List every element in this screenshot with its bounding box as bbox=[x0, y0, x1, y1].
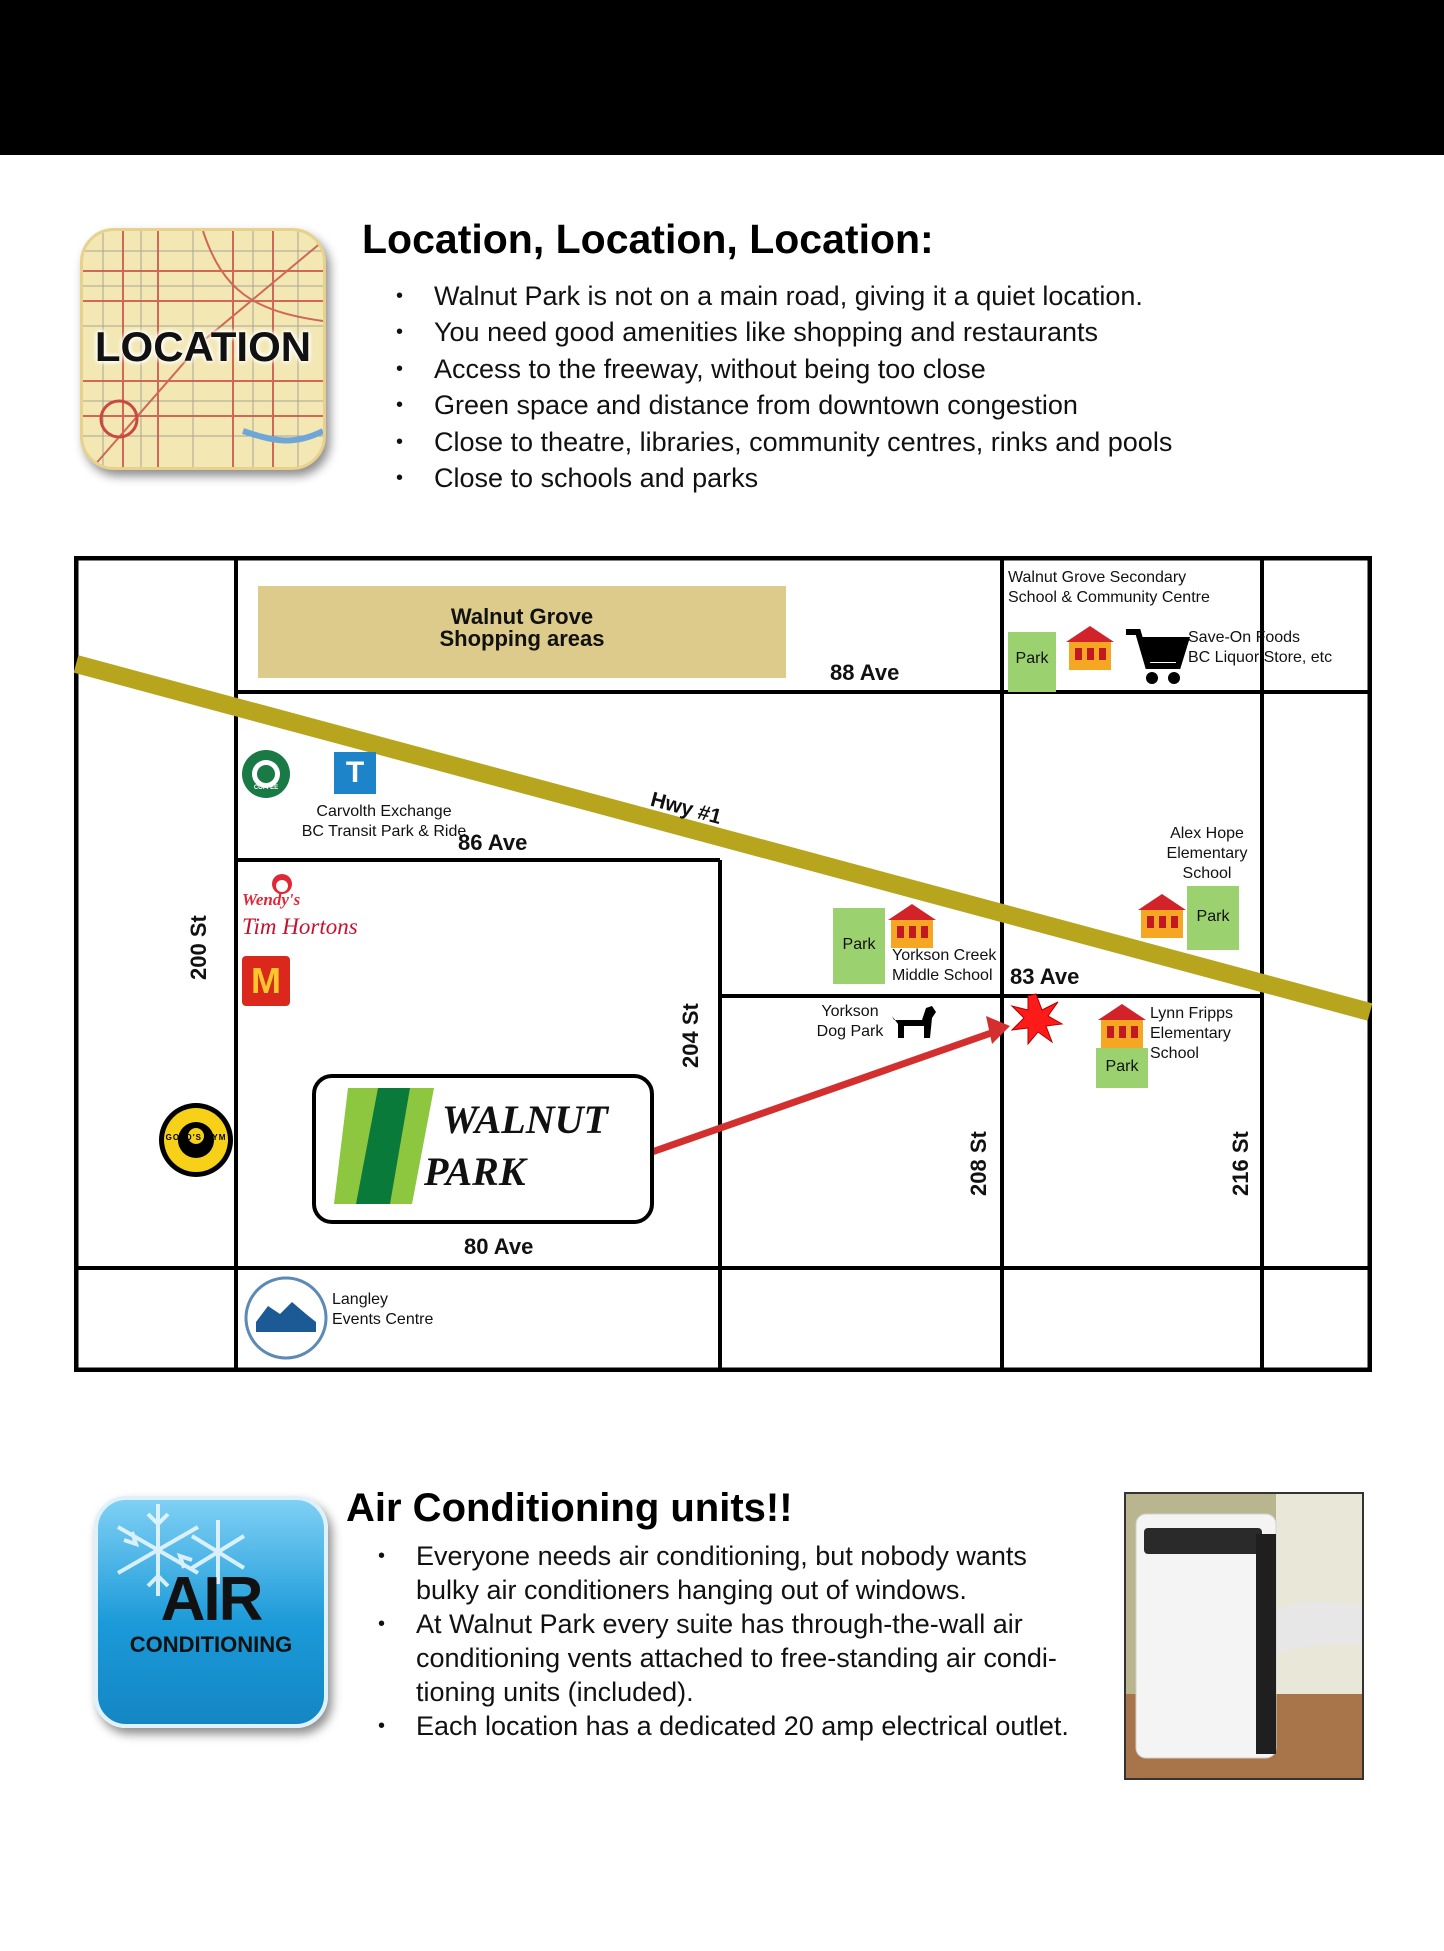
ac-bullet-line: • At Walnut Park every suite has through-the-wall air bbox=[416, 1609, 1023, 1639]
location-bullet: • Access to the freeway, without being too close bbox=[396, 351, 1172, 387]
park-label: Park bbox=[842, 936, 876, 953]
park-label: Park bbox=[1015, 650, 1049, 667]
secondary-school-label-line: Walnut Grove Secondary bbox=[1008, 569, 1187, 586]
lynn-fripps-label bbox=[1150, 1004, 1233, 1064]
ac-bullet-line: tioning units (included). bbox=[416, 1677, 694, 1707]
yorkson-creek-label-line: Yorkson Creek bbox=[892, 947, 997, 964]
alex-hope-label-line: Alex Hope bbox=[1170, 825, 1244, 842]
ac-bullet-line: • Everyone needs air conditioning, but nobody wants bbox=[416, 1541, 1027, 1571]
location-bullet: • Walnut Park is not on a main road, giving it a quiet location. bbox=[396, 278, 1172, 314]
dog-park-label-line: Dog Park bbox=[816, 1023, 884, 1040]
location-bullet: • Close to schools and parks bbox=[396, 460, 1172, 496]
location-icon-label: LOCATION bbox=[94, 323, 312, 370]
dog-park-label bbox=[812, 1002, 888, 1042]
street-204-label: 204 St bbox=[678, 1003, 703, 1068]
golds-gym-label: GOLD'S GYM bbox=[165, 1133, 227, 1142]
ac-icon-small-label: CONDITIONING bbox=[129, 1632, 293, 1657]
location-bullet: • Close to theatre, libraries, community centres, rinks and pools bbox=[396, 424, 1172, 460]
dog-park-label-line: Yorkson bbox=[821, 1003, 879, 1020]
street-208-label: 208 St bbox=[966, 1131, 991, 1196]
shopping-area-label-line: Walnut Grove bbox=[450, 604, 594, 629]
transit-letter: T bbox=[345, 756, 365, 789]
walnut-park-logo bbox=[312, 1074, 654, 1224]
langley-events-icon bbox=[246, 1278, 326, 1358]
park-label: Park bbox=[1105, 1058, 1139, 1075]
alex-hope-label bbox=[1152, 824, 1262, 884]
walnut-park-logo-line2: PARK bbox=[424, 1149, 526, 1194]
ac-icon-big-label: AIR bbox=[160, 1565, 262, 1634]
secondary-school-label-line: School & Community Centre bbox=[1008, 589, 1210, 606]
alex-hope-label-line: School bbox=[1182, 865, 1232, 882]
transit-label bbox=[274, 802, 494, 842]
location-bullets bbox=[396, 278, 1172, 496]
highway-label: Hwy #1 bbox=[648, 788, 724, 829]
transit-label-line: Carvolth Exchange bbox=[316, 803, 452, 820]
top-black-bar bbox=[0, 0, 1444, 155]
location-title: Location, Location, Location: bbox=[362, 216, 934, 262]
transit-label-line: BC Transit Park & Ride bbox=[301, 823, 467, 840]
save-on-foods-label bbox=[1188, 628, 1332, 668]
langley-events-label bbox=[332, 1290, 433, 1330]
street-200-label: 200 St bbox=[186, 915, 211, 980]
ac-bullet bbox=[378, 1709, 1069, 1743]
alex-hope-label-line: Elementary bbox=[1166, 845, 1248, 862]
park-label: Park bbox=[1196, 908, 1230, 925]
wendys-label: Wendy's bbox=[242, 890, 301, 909]
ac-bullet-line: bulky air conditioners hanging out of windows. bbox=[416, 1575, 967, 1605]
tim-hortons-label: Tim Hortons bbox=[242, 914, 358, 939]
lynn-fripps-label-line: School bbox=[1150, 1045, 1199, 1062]
yorkson-creek-label-line: Middle School bbox=[892, 967, 993, 984]
ac-title: Air Conditioning units!! bbox=[346, 1486, 793, 1530]
street-83-label: 83 Ave bbox=[1010, 964, 1080, 989]
ac-bullet bbox=[378, 1607, 1069, 1709]
location-map-icon bbox=[80, 228, 326, 470]
langley-events-label-line: Langley bbox=[332, 1291, 389, 1308]
starbucks-text: COFFEE bbox=[253, 785, 279, 791]
street-86-label: 86 Ave bbox=[458, 830, 528, 855]
langley-events-label-line: Events Centre bbox=[332, 1311, 434, 1328]
save-on-foods-label-line: Save-On Foods bbox=[1188, 629, 1301, 646]
secondary-school-label bbox=[1008, 568, 1210, 608]
ac-bullet bbox=[378, 1539, 1069, 1607]
shopping-area-label bbox=[258, 606, 786, 650]
street-80-label: 80 Ave bbox=[464, 1234, 534, 1259]
location-bullet: • You need good amenities like shopping and restaurants bbox=[396, 314, 1172, 350]
location-bullet: • Green space and distance from downtown congestion bbox=[396, 387, 1172, 423]
portable-air-conditioner-photo bbox=[1124, 1492, 1364, 1780]
street-216-label: 216 St bbox=[1228, 1131, 1253, 1196]
air-conditioning-icon bbox=[94, 1496, 328, 1728]
mcdonalds-label: M bbox=[251, 960, 281, 1001]
yorkson-creek-label bbox=[892, 946, 996, 986]
ac-bullet-line: • Each location has a dedicated 20 amp electrical outlet. bbox=[416, 1711, 1069, 1741]
save-on-foods-label-line: BC Liquor Store, etc bbox=[1188, 649, 1333, 666]
shopping-area-label-line: Shopping areas bbox=[439, 626, 605, 651]
walnut-park-logo-line1: WALNUT bbox=[442, 1097, 608, 1142]
lynn-fripps-label-line: Elementary bbox=[1150, 1025, 1231, 1042]
ac-bullets bbox=[378, 1539, 1069, 1743]
lynn-fripps-label-line: Lynn Fripps bbox=[1150, 1005, 1233, 1022]
street-88-label: 88 Ave bbox=[830, 660, 900, 685]
ac-bullet-line: conditioning vents attached to free-standing air condi- bbox=[416, 1643, 1057, 1673]
neighborhood-map bbox=[74, 556, 1372, 1372]
